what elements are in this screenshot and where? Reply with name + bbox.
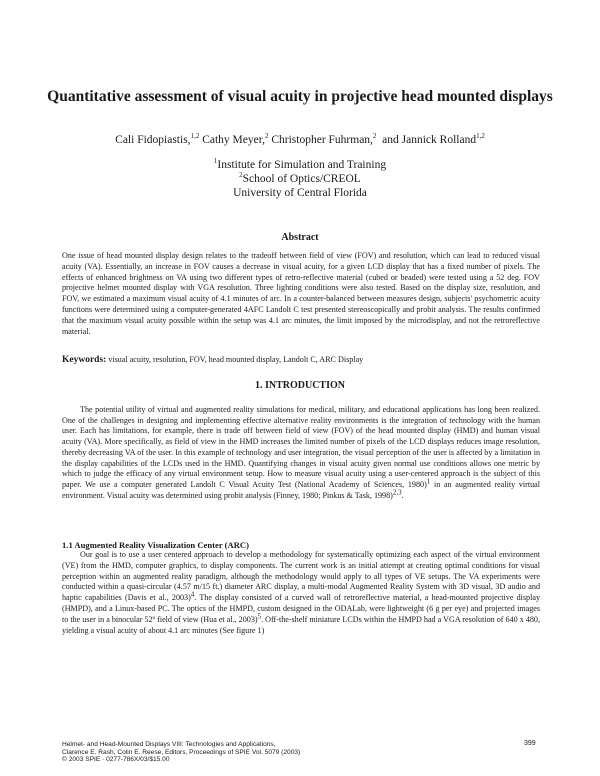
keywords-label: Keywords: [62,355,107,365]
introduction-paragraph [62,405,540,501]
section-heading-introduction: 1. INTRODUCTION [254,380,345,391]
abstract-body: One issue of head mounted display design relates to the tradeoff between field of view (FOV) and resolution, which can lead to reduced visual acuity (VA). Essentially, an increase in FOV causes a decrease in visual acuity, for a given LCD display that has a fixed number of pixels. The effects of enhanced brightness on VA using two different types of retro-reflective material (cubed or beaded) were tested using a 52 deg. FOV projective helmet mounted display with VGA resolution. Three lighting conditions were also tested. Based on the display size, resolution, and FOV, we estimated a maximum visual acuity of 4.1 minutes of arc. In a counter-balanced between measures design, subjects' psychometric acuity functions were determined using a computer-generated 4AFC Landolt C test presented stereoscopically and probit analysis. The results confirmed that the maximum visual acuity possible within the setup was 4.1 arc minutes, the limit imposed by the microdisplay, and not the retroreflective material. [62,251,540,336]
author-affiliation-mark: 1,2 [190,132,200,141]
affiliation-text: University of Central Florida [233,187,367,199]
affiliation-text: Institute for Simulation and Training [217,159,387,171]
affiliation-text: School of Optics/CREOL [242,173,361,185]
author-name: Christopher Fuhrman, [271,134,373,146]
citation-mark: 2,3 [392,487,402,496]
page-number: 399 [524,740,536,747]
author-affiliation-mark: 2 [372,132,377,141]
intro-text: The potential utility of virtual and augmented reality simulations for medical, military, and educational applications has long been realized. One of the challenges in designing and implementing effective alternative reality environments is the integration of technology with the human user. Each has limitations, for example, there is trade off between field of view (FOV) of the head mounted display (HMD) and human visual acuity (VA). More specifically, as field of view in the HMD increases the limited number of pixels of the LCD displays reduces image resolution, thereby decreasing VA of the user. In this example of technology and user integration, the visual perception of the user is affected by a limitation in the display capabilities of the LCDs used in the HMD. Quantifying changes in visual acuity given normal use conditions allows one metric by which to judge the efficacy of any virtual environment setup. How to measure visual acuity using a user-centered approach is the subject of this paper. We use a computer generated Landolt C Visual Acuity Test (National Academy of Sciences, 1980) [62,405,540,489]
affiliation-mark: 2 [239,171,243,180]
citation-mark: 1 [426,477,431,486]
abstract-heading: Abstract [281,232,319,243]
footer-line: Helmet- and Head-Mounted Displays VIII: Technologies and Applications, [62,741,276,748]
affiliation [40,172,560,186]
citation-mark: 5 [257,612,262,621]
paper-title: Quantitative assessment of visual acuity in projective head mounted displays [47,88,553,105]
affiliation [40,158,560,172]
subsection-text: . Off-the-shelf miniature LCDs within the HMPD had a VGA resolution of 640 x 480, yielding a visual acuity of about 4.1 arc minutes (See figure 1) [62,614,540,635]
intro-text: in an augmented reality virtual environment. Visual acuity was determined using probit analysis (Finney, 1980; Pinkus & Task, 1998) [62,479,540,500]
author-affiliation-mark: 1,2 [476,132,485,141]
keywords-text: visual acuity, resolution, FOV, head mounted display, Landolt C, ARC Display [106,355,364,364]
affiliation-list [40,158,560,200]
author-name: and Jannick Rolland [382,134,477,146]
subsection-text: . The display consisted of a curved wall of retroreflective material, a head-mounted projective display (HMPD), and a Linux-based PC. The optics of the HMPD, custom designed in the ODALab, were lightweight (6 g per eye) and projected images to the user in a binocular 52º field of view (Hua et al., 2003) [62,593,540,624]
subsection-text: Our goal is to use a user centered approach to develop a methodology for systematically optimizing each aspect of the virtual environment (VE) from the HMD, computer graphics, to display components. The current work is an initial attempt at creating optimal conditions for visual perception within an augmented reality paradigm, although the methodology would apply to all types of VE setups. The VA experiments were conducted within a quasi-circular (4.57 m/15 ft.) diameter ARC display, a multi-modal Augmented Reality System with 3D visual, 3D audio and haptic capabilities (Davis et al., 2003) [62,550,540,603]
author-list [40,133,560,147]
citation-mark: 4 [190,590,195,599]
author-affiliation-mark: 2 [264,132,269,141]
publication-footer [62,741,482,764]
affiliation [40,186,560,200]
footer-line: Clarence E. Rash, Colin E. Reese, Editors, Proceedings of SPIE Vol. 5079 (2003) [62,748,301,756]
keywords [62,355,540,365]
footer-line: © 2003 SPIE · 0277-786X/03/$15.00 [62,756,170,764]
intro-text: . [401,490,404,500]
subsection-heading-arc: 1.1 Augmented Reality Visualization Center (ARC) [62,540,249,550]
author-name: Cathy Meyer, [202,134,265,146]
author-name: Cali Fidopiastis, [115,134,191,146]
affiliation-mark: 1 [213,157,218,166]
subsection-paragraph [62,550,540,636]
